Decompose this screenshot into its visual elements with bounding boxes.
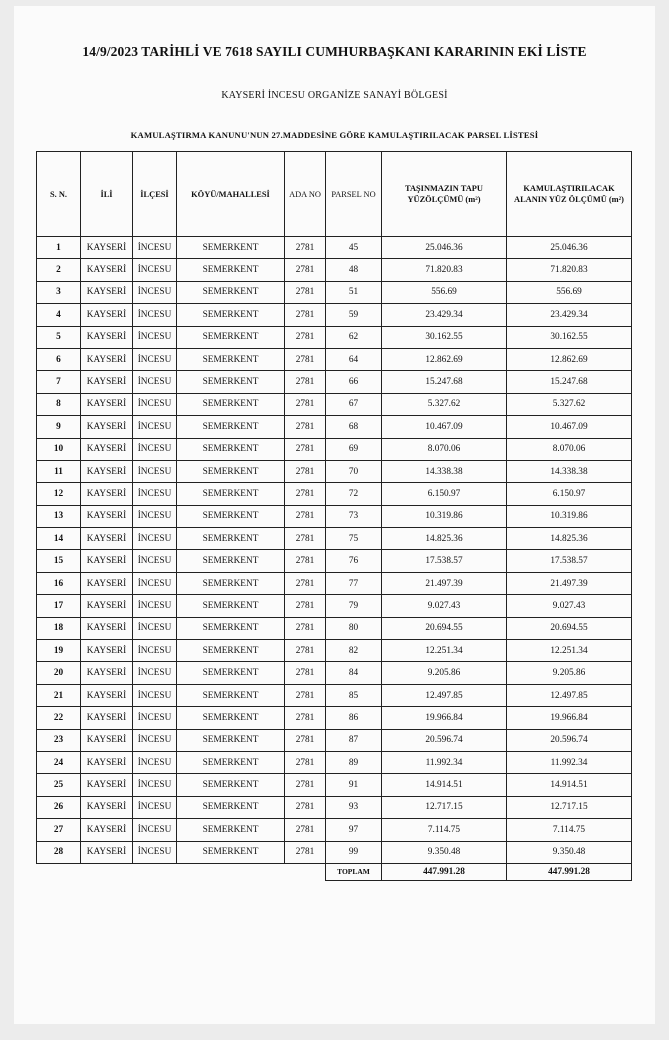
cell-kamu: 11.992.34: [507, 751, 632, 773]
cell-parsel: 85: [326, 684, 382, 706]
cell-parsel: 66: [326, 371, 382, 393]
cell-il: KAYSERİ: [81, 796, 133, 818]
total-spacer: [37, 863, 326, 880]
cell-kamu: 25.046.36: [507, 237, 632, 259]
table-row: [37, 751, 632, 773]
cell-sn: 3: [37, 281, 81, 303]
cell-parsel: 76: [326, 550, 382, 572]
cell-koy: SEMERKENT: [177, 550, 285, 572]
cell-il: KAYSERİ: [81, 416, 133, 438]
cell-tapu: 20.694.55: [382, 617, 507, 639]
cell-koy: SEMERKENT: [177, 841, 285, 863]
table-row: [37, 707, 632, 729]
cell-koy: SEMERKENT: [177, 662, 285, 684]
cell-il: KAYSERİ: [81, 707, 133, 729]
cell-tapu: 10.319.86: [382, 505, 507, 527]
cell-parsel: 70: [326, 460, 382, 482]
cell-koy: SEMERKENT: [177, 528, 285, 550]
cell-ada: 2781: [285, 326, 326, 348]
cell-kamu: 12.497.85: [507, 684, 632, 706]
cell-kamu: 17.538.57: [507, 550, 632, 572]
cell-ilce: İNCESU: [133, 237, 177, 259]
cell-kamu: 556.69: [507, 281, 632, 303]
cell-parsel: 82: [326, 640, 382, 662]
cell-tapu: 12.497.85: [382, 684, 507, 706]
cell-tapu: 12.862.69: [382, 348, 507, 370]
document-subtitle: KAYSERİ İNCESU ORGANİZE SANAYİ BÖLGESİ: [221, 90, 448, 101]
cell-il: KAYSERİ: [81, 237, 133, 259]
cell-ilce: İNCESU: [133, 416, 177, 438]
cell-koy: SEMERKENT: [177, 393, 285, 415]
table-row: [37, 729, 632, 751]
cell-tapu: 12.717.15: [382, 796, 507, 818]
cell-ilce: İNCESU: [133, 438, 177, 460]
header-ilcesi: İLÇESİ: [133, 152, 177, 237]
cell-il: KAYSERİ: [81, 684, 133, 706]
cell-ilce: İNCESU: [133, 371, 177, 393]
cell-il: KAYSERİ: [81, 326, 133, 348]
cell-sn: 24: [37, 751, 81, 773]
cell-ilce: İNCESU: [133, 550, 177, 572]
cell-koy: SEMERKENT: [177, 237, 285, 259]
cell-koy: SEMERKENT: [177, 796, 285, 818]
cell-il: KAYSERİ: [81, 595, 133, 617]
cell-ilce: İNCESU: [133, 304, 177, 326]
cell-il: KAYSERİ: [81, 505, 133, 527]
cell-tapu: 14.338.38: [382, 460, 507, 482]
cell-ada: 2781: [285, 595, 326, 617]
table-row: [37, 550, 632, 572]
cell-ada: 2781: [285, 393, 326, 415]
cell-kamu: 14.825.36: [507, 528, 632, 550]
cell-ada: 2781: [285, 617, 326, 639]
cell-sn: 2: [37, 259, 81, 281]
cell-tapu: 556.69: [382, 281, 507, 303]
document-title: 14/9/2023 TARİHLİ VE 7618 SAYILI CUMHURBAŞKANI KARARININ EKİ LİSTE: [82, 44, 587, 59]
document-subtitle-list: KAMULAŞTIRMA KANUNU'NUN 27.MADDESİNE GÖRE KAMULAŞTIRILACAK PARSEL LİSTESİ: [130, 130, 539, 140]
cell-sn: 22: [37, 707, 81, 729]
cell-tapu: 23.429.34: [382, 304, 507, 326]
cell-sn: 27: [37, 819, 81, 841]
cell-kamu: 15.247.68: [507, 371, 632, 393]
cell-il: KAYSERİ: [81, 393, 133, 415]
header-ili: İLİ: [81, 152, 133, 237]
table-row: [37, 617, 632, 639]
cell-ada: 2781: [285, 304, 326, 326]
cell-sn: 8: [37, 393, 81, 415]
cell-ada: 2781: [285, 528, 326, 550]
cell-parsel: 80: [326, 617, 382, 639]
cell-koy: SEMERKENT: [177, 460, 285, 482]
cell-tapu: 21.497.39: [382, 572, 507, 594]
cell-parsel: 87: [326, 729, 382, 751]
cell-tapu: 11.992.34: [382, 751, 507, 773]
cell-kamu: 12.862.69: [507, 348, 632, 370]
cell-tapu: 71.820.83: [382, 259, 507, 281]
table-row: [37, 572, 632, 594]
cell-parsel: 69: [326, 438, 382, 460]
cell-koy: SEMERKENT: [177, 416, 285, 438]
cell-sn: 17: [37, 595, 81, 617]
cell-tapu: 19.966.84: [382, 707, 507, 729]
cell-tapu: 6.150.97: [382, 483, 507, 505]
cell-ilce: İNCESU: [133, 393, 177, 415]
cell-sn: 16: [37, 572, 81, 594]
table-row: [37, 483, 632, 505]
cell-parsel: 89: [326, 751, 382, 773]
cell-parsel: 72: [326, 483, 382, 505]
table-row: [37, 528, 632, 550]
cell-kamu: 12.717.15: [507, 796, 632, 818]
cell-il: KAYSERİ: [81, 483, 133, 505]
cell-kamu: 14.338.38: [507, 460, 632, 482]
cell-ilce: İNCESU: [133, 528, 177, 550]
header-kamu: KAMULAŞTIRILACAK ALANIN YÜZ ÖLÇÜMÜ (m²): [507, 152, 632, 237]
cell-kamu: 7.114.75: [507, 819, 632, 841]
cell-koy: SEMERKENT: [177, 640, 285, 662]
cell-koy: SEMERKENT: [177, 729, 285, 751]
cell-parsel: 48: [326, 259, 382, 281]
cell-ilce: İNCESU: [133, 640, 177, 662]
cell-koy: SEMERKENT: [177, 304, 285, 326]
cell-koy: SEMERKENT: [177, 259, 285, 281]
cell-sn: 21: [37, 684, 81, 706]
cell-ada: 2781: [285, 438, 326, 460]
cell-sn: 20: [37, 662, 81, 684]
cell-il: KAYSERİ: [81, 460, 133, 482]
cell-ilce: İNCESU: [133, 796, 177, 818]
parcel-table-body: [37, 237, 632, 864]
cell-ada: 2781: [285, 662, 326, 684]
cell-sn: 26: [37, 796, 81, 818]
cell-ada: 2781: [285, 460, 326, 482]
cell-tapu: 15.247.68: [382, 371, 507, 393]
cell-tapu: 8.070.06: [382, 438, 507, 460]
cell-tapu: 7.114.75: [382, 819, 507, 841]
cell-koy: SEMERKENT: [177, 483, 285, 505]
cell-ilce: İNCESU: [133, 460, 177, 482]
table-row: [37, 662, 632, 684]
cell-parsel: 97: [326, 819, 382, 841]
total-row: [37, 863, 632, 880]
cell-kamu: 9.205.86: [507, 662, 632, 684]
cell-kamu: 8.070.06: [507, 438, 632, 460]
cell-koy: SEMERKENT: [177, 819, 285, 841]
cell-ada: 2781: [285, 751, 326, 773]
cell-koy: SEMERKENT: [177, 371, 285, 393]
cell-ilce: İNCESU: [133, 819, 177, 841]
table-row: [37, 348, 632, 370]
cell-sn: 13: [37, 505, 81, 527]
cell-ilce: İNCESU: [133, 483, 177, 505]
cell-koy: SEMERKENT: [177, 505, 285, 527]
cell-tapu: 9.350.48: [382, 841, 507, 863]
cell-parsel: 45: [326, 237, 382, 259]
parcel-table: [36, 151, 632, 881]
cell-sn: 11: [37, 460, 81, 482]
cell-sn: 10: [37, 438, 81, 460]
cell-ilce: İNCESU: [133, 259, 177, 281]
cell-koy: SEMERKENT: [177, 774, 285, 796]
table-row: [37, 841, 632, 863]
table-header-row: [37, 152, 632, 237]
cell-sn: 6: [37, 348, 81, 370]
cell-tapu: 25.046.36: [382, 237, 507, 259]
cell-sn: 15: [37, 550, 81, 572]
table-row: [37, 326, 632, 348]
table-row: [37, 281, 632, 303]
cell-parsel: 68: [326, 416, 382, 438]
total-tapu: 447.991.28: [382, 863, 507, 880]
cell-tapu: 9.027.43: [382, 595, 507, 617]
header-tapu: TAŞINMAZIN TAPU YÜZÖLÇÜMÜ (m²): [382, 152, 507, 237]
cell-tapu: 17.538.57: [382, 550, 507, 572]
cell-ada: 2781: [285, 774, 326, 796]
cell-sn: 5: [37, 326, 81, 348]
cell-il: KAYSERİ: [81, 438, 133, 460]
cell-ilce: İNCESU: [133, 684, 177, 706]
cell-kamu: 10.319.86: [507, 505, 632, 527]
cell-ada: 2781: [285, 729, 326, 751]
cell-koy: SEMERKENT: [177, 281, 285, 303]
cell-ada: 2781: [285, 819, 326, 841]
cell-koy: SEMERKENT: [177, 348, 285, 370]
cell-il: KAYSERİ: [81, 819, 133, 841]
header-parsel: PARSEL NO: [326, 152, 382, 237]
cell-il: KAYSERİ: [81, 304, 133, 326]
cell-sn: 23: [37, 729, 81, 751]
cell-ilce: İNCESU: [133, 281, 177, 303]
cell-sn: 19: [37, 640, 81, 662]
cell-il: KAYSERİ: [81, 662, 133, 684]
cell-ilce: İNCESU: [133, 595, 177, 617]
cell-ilce: İNCESU: [133, 572, 177, 594]
table-row: [37, 505, 632, 527]
cell-parsel: 67: [326, 393, 382, 415]
cell-tapu: 14.825.36: [382, 528, 507, 550]
cell-ilce: İNCESU: [133, 505, 177, 527]
cell-koy: SEMERKENT: [177, 617, 285, 639]
cell-kamu: 9.027.43: [507, 595, 632, 617]
cell-sn: 4: [37, 304, 81, 326]
cell-il: KAYSERİ: [81, 617, 133, 639]
cell-ada: 2781: [285, 684, 326, 706]
cell-il: KAYSERİ: [81, 751, 133, 773]
cell-ilce: İNCESU: [133, 729, 177, 751]
cell-il: KAYSERİ: [81, 281, 133, 303]
cell-parsel: 59: [326, 304, 382, 326]
cell-tapu: 30.162.55: [382, 326, 507, 348]
table-row: [37, 774, 632, 796]
cell-tapu: 14.914.51: [382, 774, 507, 796]
cell-ilce: İNCESU: [133, 751, 177, 773]
cell-kamu: 71.820.83: [507, 259, 632, 281]
cell-ilce: İNCESU: [133, 707, 177, 729]
cell-koy: SEMERKENT: [177, 326, 285, 348]
cell-parsel: 75: [326, 528, 382, 550]
table-row: [37, 416, 632, 438]
cell-kamu: 9.350.48: [507, 841, 632, 863]
cell-kamu: 20.596.74: [507, 729, 632, 751]
cell-kamu: 23.429.34: [507, 304, 632, 326]
table-row: [37, 259, 632, 281]
cell-parsel: 99: [326, 841, 382, 863]
cell-il: KAYSERİ: [81, 841, 133, 863]
cell-parsel: 79: [326, 595, 382, 617]
total-kamu: 447.991.28: [507, 863, 632, 880]
cell-sn: 25: [37, 774, 81, 796]
cell-parsel: 62: [326, 326, 382, 348]
cell-ada: 2781: [285, 640, 326, 662]
cell-koy: SEMERKENT: [177, 595, 285, 617]
cell-il: KAYSERİ: [81, 348, 133, 370]
cell-sn: 7: [37, 371, 81, 393]
cell-il: KAYSERİ: [81, 259, 133, 281]
cell-ilce: İNCESU: [133, 841, 177, 863]
cell-kamu: 21.497.39: [507, 572, 632, 594]
cell-kamu: 14.914.51: [507, 774, 632, 796]
cell-parsel: 91: [326, 774, 382, 796]
cell-tapu: 5.327.62: [382, 393, 507, 415]
table-row: [37, 640, 632, 662]
cell-sn: 12: [37, 483, 81, 505]
cell-parsel: 51: [326, 281, 382, 303]
cell-sn: 28: [37, 841, 81, 863]
cell-ilce: İNCESU: [133, 348, 177, 370]
cell-parsel: 86: [326, 707, 382, 729]
cell-ada: 2781: [285, 348, 326, 370]
cell-ada: 2781: [285, 505, 326, 527]
cell-kamu: 5.327.62: [507, 393, 632, 415]
cell-parsel: 64: [326, 348, 382, 370]
table-row: [37, 393, 632, 415]
cell-koy: SEMERKENT: [177, 707, 285, 729]
cell-tapu: 10.467.09: [382, 416, 507, 438]
cell-parsel: 84: [326, 662, 382, 684]
table-row: [37, 684, 632, 706]
table-row: [37, 819, 632, 841]
cell-il: KAYSERİ: [81, 550, 133, 572]
cell-koy: SEMERKENT: [177, 684, 285, 706]
table-row: [37, 595, 632, 617]
cell-ada: 2781: [285, 841, 326, 863]
document-page: [14, 6, 655, 1024]
cell-sn: 18: [37, 617, 81, 639]
cell-ada: 2781: [285, 416, 326, 438]
table-row: [37, 460, 632, 482]
header-sn: S. N.: [37, 152, 81, 237]
cell-sn: 14: [37, 528, 81, 550]
table-row: [37, 796, 632, 818]
cell-sn: 1: [37, 237, 81, 259]
cell-ilce: İNCESU: [133, 326, 177, 348]
cell-il: KAYSERİ: [81, 572, 133, 594]
header-koy: KÖYÜ/MAHALLESİ: [177, 152, 285, 237]
table-row: [37, 371, 632, 393]
cell-ada: 2781: [285, 572, 326, 594]
cell-tapu: 20.596.74: [382, 729, 507, 751]
cell-ada: 2781: [285, 483, 326, 505]
cell-ilce: İNCESU: [133, 662, 177, 684]
cell-tapu: 12.251.34: [382, 640, 507, 662]
cell-parsel: 73: [326, 505, 382, 527]
cell-ada: 2781: [285, 550, 326, 572]
header-ada: ADA NO: [285, 152, 326, 237]
cell-ada: 2781: [285, 371, 326, 393]
cell-parsel: 77: [326, 572, 382, 594]
cell-kamu: 20.694.55: [507, 617, 632, 639]
cell-ada: 2781: [285, 707, 326, 729]
cell-ada: 2781: [285, 237, 326, 259]
cell-kamu: 6.150.97: [507, 483, 632, 505]
cell-il: KAYSERİ: [81, 371, 133, 393]
cell-kamu: 19.966.84: [507, 707, 632, 729]
table-row: [37, 438, 632, 460]
cell-ada: 2781: [285, 796, 326, 818]
cell-il: KAYSERİ: [81, 729, 133, 751]
cell-il: KAYSERİ: [81, 528, 133, 550]
cell-kamu: 12.251.34: [507, 640, 632, 662]
cell-ada: 2781: [285, 281, 326, 303]
cell-kamu: 10.467.09: [507, 416, 632, 438]
total-label: TOPLAM: [326, 863, 382, 880]
cell-kamu: 30.162.55: [507, 326, 632, 348]
table-row: [37, 304, 632, 326]
cell-koy: SEMERKENT: [177, 438, 285, 460]
cell-koy: SEMERKENT: [177, 751, 285, 773]
cell-sn: 9: [37, 416, 81, 438]
table-row: [37, 237, 632, 259]
cell-tapu: 9.205.86: [382, 662, 507, 684]
cell-parsel: 93: [326, 796, 382, 818]
cell-koy: SEMERKENT: [177, 572, 285, 594]
cell-ada: 2781: [285, 259, 326, 281]
cell-ilce: İNCESU: [133, 617, 177, 639]
cell-il: KAYSERİ: [81, 640, 133, 662]
cell-ilce: İNCESU: [133, 774, 177, 796]
cell-il: KAYSERİ: [81, 774, 133, 796]
